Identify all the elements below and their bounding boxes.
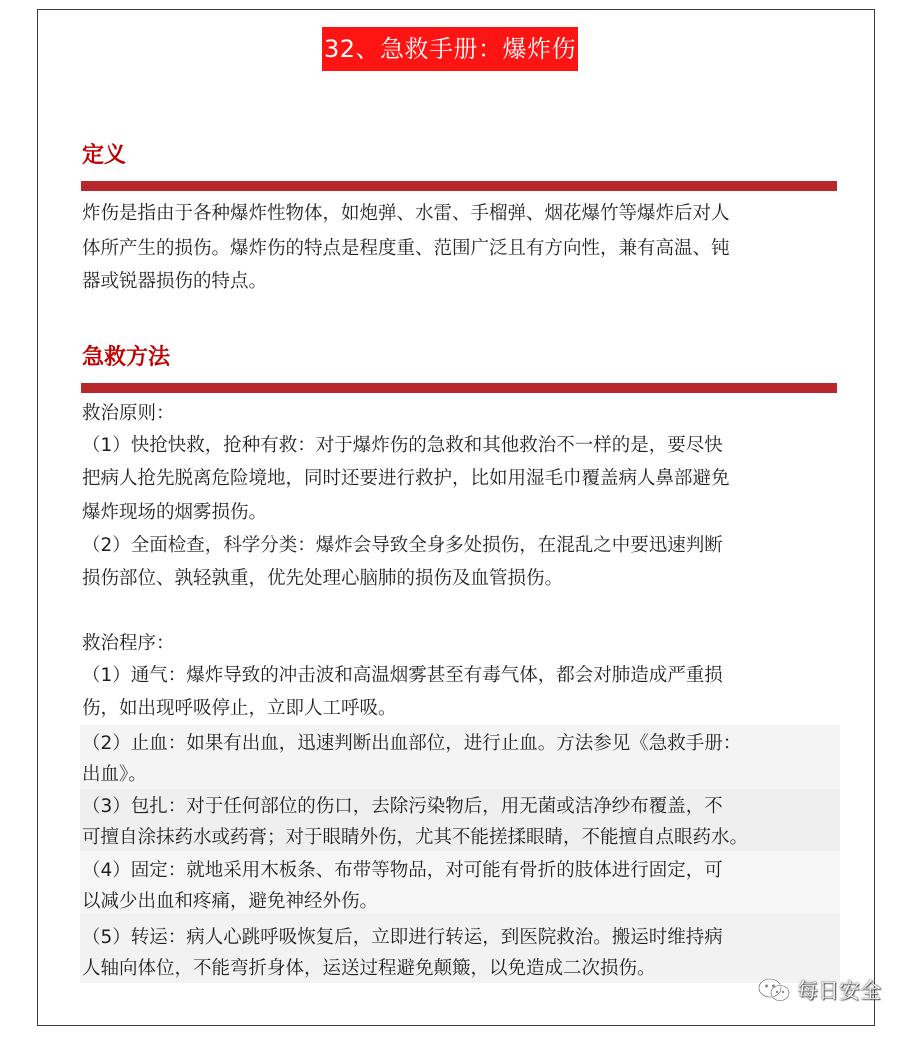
procedure-line: （2）止血：如果有出血，迅速判断出血部位，进行止血。方法参见《急救手册： xyxy=(82,733,742,754)
procedure-line: （1）通气：爆炸导致的冲击波和高温烟雾甚至有毒气体，都会对肺造成严重损 xyxy=(82,665,723,686)
definition-line: 器或锐器损伤的特点。 xyxy=(82,271,268,292)
procedure-line: （3）包扎：对于任何部位的伤口，去除污染物后，用无菌或洁净纱布覆盖，不 xyxy=(82,796,723,817)
procedure-line: 以减少出血和疼痛，避免神经外伤。 xyxy=(82,891,379,912)
watermark-text: 每日安全 xyxy=(797,979,881,1003)
principle-line: （2）全面检查，科学分类：爆炸会导致全身多处损伤，在混乱之中要迅速判断 xyxy=(82,535,723,556)
principles-label: 救治原则： xyxy=(82,403,175,424)
watermark xyxy=(757,975,881,1005)
procedure-line: 可擅自涂抹药水或药膏；对于眼睛外伤，尤其不能搓揉眼睛，不能擅自点眼药水。 xyxy=(82,827,749,848)
definition-line: 体所产生的损伤。爆炸伤的特点是程度重、范围广泛且有方向性，兼有高温、钝 xyxy=(82,238,730,259)
wechat-icon xyxy=(757,977,791,1003)
section-heading-definition: 定义 xyxy=(82,143,127,168)
principle-line: 把病人抢先脱离危险境地，同时还要进行救护，比如用湿毛巾覆盖病人鼻部避免 xyxy=(82,468,730,489)
procedure-line: （4）固定：就地采用木板条、布带等物品，对可能有骨折的肢体进行固定，可 xyxy=(82,860,723,881)
procedure-line: （5）转运：病人心跳呼吸恢复后，立即进行转运，到医院救治。搬运时维持病 xyxy=(82,927,723,948)
procedure-label: 救治程序： xyxy=(82,633,175,654)
section-heading-first-aid: 急救方法 xyxy=(82,345,171,370)
page-title: 32、急救手册：爆炸伤 xyxy=(322,27,578,71)
section-divider-definition xyxy=(81,181,837,191)
definition-line: 炸伤是指由于各种爆炸性物体，如炮弹、水雷、手榴弹、烟花爆竹等爆炸后对人 xyxy=(82,203,730,224)
principle-line: 爆炸现场的烟雾损伤。 xyxy=(82,502,268,523)
principle-line: （1）快抢快救，抢种有救：对于爆炸伤的急救和其他救治不一样的是，要尽快 xyxy=(82,435,723,456)
principle-line: 损伤部位、孰轻孰重，优先处理心脑肺的损伤及血管损伤。 xyxy=(82,568,564,589)
procedure-line: 人轴向体位，不能弯折身体，运送过程避免颠簸，以免造成二次损伤。 xyxy=(82,958,656,979)
section-divider-first-aid xyxy=(81,383,837,393)
procedure-line: 出血》。 xyxy=(82,764,147,785)
procedure-line: 伤，如出现呼吸停止，立即人工呼吸。 xyxy=(82,698,397,719)
